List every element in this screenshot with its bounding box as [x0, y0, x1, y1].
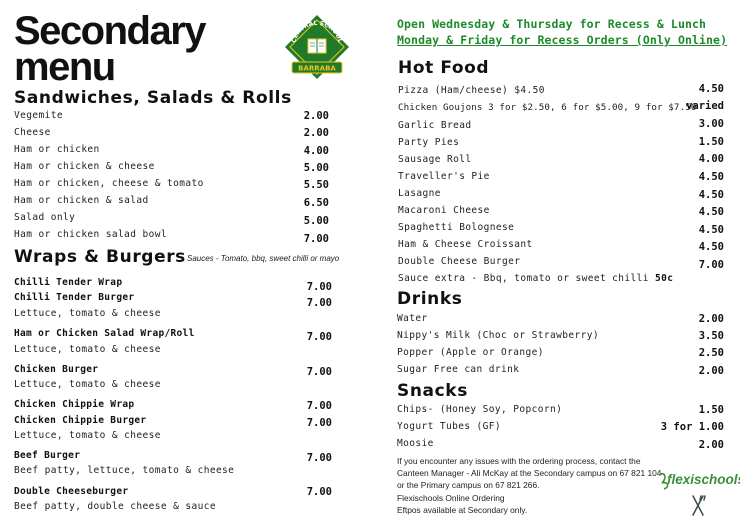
- list-item: Sausage Roll: [398, 154, 472, 165]
- item-price: 4.00: [698, 153, 724, 165]
- list-item: Ham or chicken, cheese & tomato: [14, 178, 204, 189]
- list-item: Chicken Chippie Wrap: [14, 399, 135, 410]
- list-item: Ham & Cheese Croissant: [398, 239, 533, 250]
- item-price: 7.00: [306, 366, 332, 378]
- list-item: Ham or Chicken Salad Wrap/Roll: [14, 328, 195, 339]
- item-price: 7.00: [698, 259, 724, 271]
- list-item: Pizza (Ham/cheese) $4.50: [398, 85, 545, 96]
- list-item: Vegemite: [14, 110, 63, 121]
- list-item: Cheese: [14, 127, 51, 138]
- item-price: 4.50: [698, 206, 724, 218]
- logo-bottom-text: BARRABA: [298, 64, 336, 73]
- item-price: 3.00: [698, 118, 724, 130]
- list-item: Double Cheeseburger: [14, 486, 129, 497]
- item-price: 2.00: [698, 439, 724, 451]
- list-item: Garlic Bread: [398, 120, 472, 131]
- item-description: Lettuce, tomato & cheese: [14, 430, 161, 441]
- list-item: Moosie: [397, 438, 434, 449]
- page-title-line2: menu: [14, 45, 115, 89]
- item-price: 7.00: [306, 297, 332, 309]
- item-price: 5.50: [303, 179, 329, 191]
- list-item: Lasagne: [398, 188, 441, 199]
- list-item: Nippy's Milk (Choc or Strawberry): [397, 330, 599, 341]
- list-item: Beef Burger: [14, 450, 81, 461]
- list-item: Party Pies: [398, 137, 460, 148]
- list-item: Ham or chicken & salad: [14, 195, 149, 206]
- list-item: Ham or chicken: [14, 144, 100, 155]
- item-price: 2.00: [698, 313, 724, 325]
- item-price: 7.00: [306, 400, 332, 412]
- list-item: Chicken Goujons 3 for $2.50, 6 for $5.00, 9 for $7.50: [398, 102, 697, 113]
- item-description: Lettuce, tomato & cheese: [14, 308, 161, 319]
- school-logo: [283, 13, 351, 85]
- item-price: 6.50: [303, 197, 329, 209]
- list-item: Water: [397, 313, 428, 324]
- item-price: 3.50: [698, 330, 724, 342]
- sandwiches-heading: Sandwiches, Salads & Rolls: [14, 88, 292, 108]
- sauce-extra-price: 50c: [655, 273, 674, 284]
- list-item: Sugar Free can drink: [397, 364, 520, 375]
- item-price: 4.50: [698, 83, 724, 95]
- sauce-extra-label: Sauce extra - Bbq, tomato or sweet chilli: [398, 273, 649, 284]
- list-item: Chilli Tender Burger: [14, 292, 135, 303]
- flexischools-logo: [656, 469, 740, 519]
- item-price: 7.00: [306, 452, 332, 464]
- drinks-heading: Drinks: [397, 289, 463, 309]
- item-price: 7.00: [303, 233, 329, 245]
- list-item: Chicken Burger: [14, 364, 99, 375]
- hot-food-heading: Hot Food: [398, 58, 490, 78]
- item-price: 4.50: [698, 241, 724, 253]
- item-price: 1.50: [698, 404, 724, 416]
- item-price: 4.00: [303, 145, 329, 157]
- snacks-heading: Snacks: [397, 381, 468, 401]
- online-orders-days: Monday & Friday for Recess Orders (Only Online): [397, 33, 728, 47]
- item-price: 3 for 1.00: [660, 421, 724, 433]
- list-item: Spaghetti Bolognese: [398, 222, 515, 233]
- item-price: 2.00: [303, 110, 329, 122]
- item-price: 5.00: [303, 162, 329, 174]
- sauces-note: Sauces - Tomato, bbq, sweet chilli or mayo: [187, 254, 340, 263]
- list-item: Chilli Tender Wrap: [14, 277, 123, 288]
- item-price: varied: [686, 100, 724, 112]
- item-description: Beef patty, lettuce, tomato & cheese: [14, 465, 235, 476]
- item-price: 2.00: [303, 127, 329, 139]
- utensils-icon: [693, 496, 705, 515]
- list-item: Popper (Apple or Orange): [397, 347, 544, 358]
- list-item: Macaroni Cheese: [398, 205, 490, 216]
- item-price: 4.50: [698, 189, 724, 201]
- item-price: 1.50: [698, 136, 724, 148]
- list-item: Salad only: [14, 212, 76, 223]
- opening-hours: Open Wednesday & Thursday for Recess & Lunch: [397, 17, 707, 31]
- list-item: Double Cheese Burger: [398, 256, 521, 267]
- item-description: Lettuce, tomato & cheese: [14, 379, 161, 390]
- item-price: 2.50: [698, 347, 724, 359]
- item-price: 7.00: [306, 281, 332, 293]
- logo-top-text: CENTRAL SCHOOL: [290, 19, 344, 44]
- list-item: Ham or chicken salad bowl: [14, 229, 167, 240]
- item-description: Lettuce, tomato & cheese: [14, 344, 161, 355]
- item-description: Beef patty, double cheese & sauce: [14, 501, 216, 512]
- item-price: 5.00: [303, 215, 329, 227]
- page-title-line1: Secondary: [14, 9, 206, 53]
- list-item: Chips- (Honey Soy, Popcorn): [397, 404, 563, 415]
- online-ordering-text: Flexischools Online Ordering: [397, 493, 505, 503]
- list-item: Chicken Chippie Burger: [14, 415, 147, 426]
- list-item: Yogurt Tubes (GF): [397, 421, 502, 432]
- item-price: 7.00: [306, 417, 332, 429]
- flexischools-brand-text: flexischools: [667, 472, 740, 487]
- contact-info: If you encounter any issues with the ordering process, contact the Canteen Manager - Ali McKay at the Secondary campus on 67 821 104 or the Primary campus on 67 821 266.: [397, 456, 662, 490]
- eftpos-text: Eftpos available at Secondary only.: [397, 505, 528, 515]
- list-item: Traveller's Pie: [398, 171, 490, 182]
- item-price: 7.00: [306, 486, 332, 498]
- item-price: 7.00: [306, 331, 332, 343]
- item-price: 2.00: [698, 365, 724, 377]
- list-item: Ham or chicken & cheese: [14, 161, 155, 172]
- wraps-heading: Wraps & Burgers: [14, 247, 186, 267]
- item-price: 4.50: [698, 224, 724, 236]
- item-price: 4.50: [698, 171, 724, 183]
- sauce-extra-text: [398, 273, 673, 284]
